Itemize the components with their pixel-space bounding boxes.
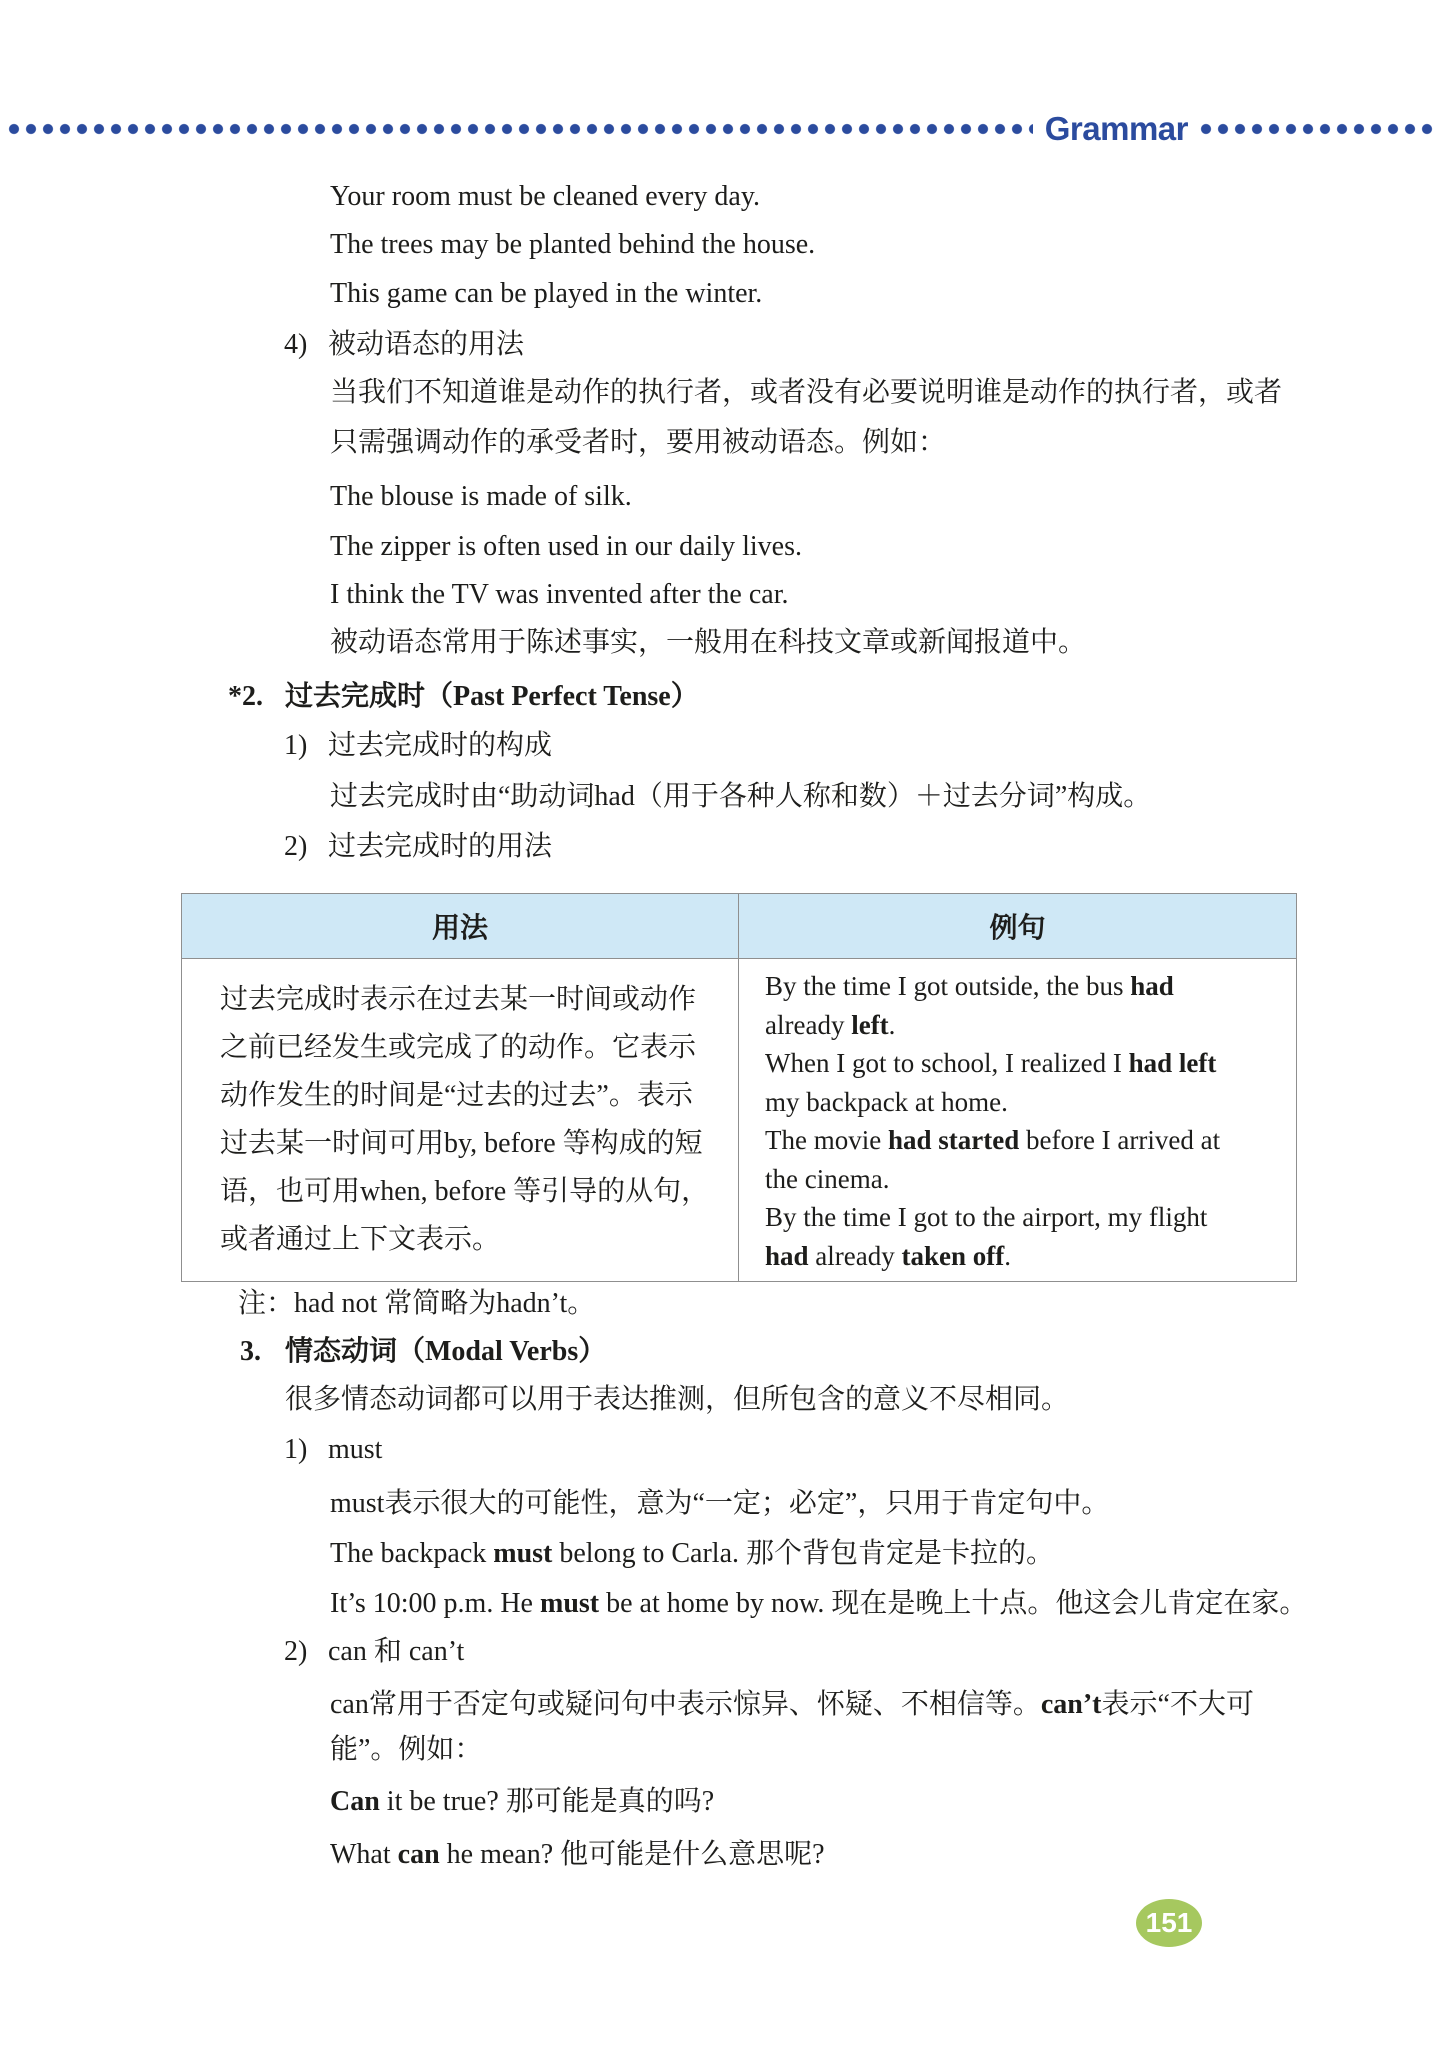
example-line bbox=[765, 1198, 1296, 1237]
item-number: 1) bbox=[284, 730, 308, 761]
example-line bbox=[765, 1237, 1296, 1276]
example-sentence: The blouse is made of silk. bbox=[330, 481, 632, 512]
item-title: must bbox=[328, 1434, 383, 1465]
note-line bbox=[238, 1281, 595, 1327]
text-part: already bbox=[808, 1240, 902, 1271]
item-title: can 和 can’t bbox=[328, 1636, 465, 1667]
paragraph-line: 当我们不知道谁是动作的执行者，或者没有必要说明谁是动作的执行者，或者 bbox=[330, 377, 1283, 408]
paragraph-line: 很多情态动词都可以用于表达推测，但所包含的意义不尽相同。 bbox=[285, 1384, 1070, 1415]
text-part: before I arrived at bbox=[1019, 1125, 1221, 1155]
text-part: 表示“不大可 bbox=[1101, 1689, 1254, 1720]
table-examples-cell bbox=[739, 959, 1297, 1282]
item-number: 2) bbox=[284, 831, 308, 862]
text-part: my backpack at home. bbox=[765, 1086, 1008, 1117]
text-part: By the time I got outside, the bus bbox=[765, 971, 1131, 1001]
text-part-bold: can bbox=[397, 1839, 440, 1870]
item-number: 4) bbox=[284, 329, 308, 360]
dotted-rule-left bbox=[6, 123, 1033, 135]
text-part-bold: had left bbox=[1128, 1048, 1217, 1078]
item-number: 2) bbox=[284, 1636, 308, 1667]
heading-number: *2. bbox=[228, 681, 263, 712]
text-part-bold: had started bbox=[887, 1125, 1020, 1155]
text-part-bold: had bbox=[1130, 971, 1174, 1001]
text-part-bold: taken off bbox=[901, 1240, 1005, 1271]
heading-title: 过去完成时（Past Perfect Tense） bbox=[285, 681, 699, 712]
example-sentence: Your room must be cleaned every day. bbox=[330, 181, 761, 212]
example-line bbox=[765, 1121, 1296, 1160]
heading-number: 3. bbox=[240, 1336, 261, 1367]
text-part: The backpack bbox=[330, 1538, 494, 1569]
example-sentence: The zipper is often used in our daily lives. bbox=[330, 531, 802, 562]
example-sentence: I think the TV was invented after the car. bbox=[330, 579, 789, 610]
section-title: Grammar bbox=[1044, 110, 1188, 147]
table-usage-cell bbox=[182, 959, 739, 1282]
text-part: can常用于否定句或疑问句中表示惊异、怀疑、不相信等。 bbox=[330, 1689, 1041, 1720]
text-part: be at home by now. 现在是晚上十点。他这会儿肯定在家。 bbox=[599, 1588, 1308, 1619]
paragraph-line: 只需强调动作的承受者时，要用被动语态。例如： bbox=[330, 427, 947, 458]
text-part: already bbox=[765, 1009, 852, 1040]
paragraph-line bbox=[330, 1682, 1254, 1728]
example-sentence bbox=[330, 1531, 1054, 1577]
item-title: 被动语态的用法 bbox=[328, 329, 525, 360]
paragraph-line: 过去完成时由“助动词had（用于各种人称和数）＋过去分词”构成。 bbox=[330, 781, 1152, 812]
numbered-item bbox=[284, 824, 552, 870]
text-part: belong to Carla. 那个背包肯定是卡拉的。 bbox=[552, 1538, 1054, 1569]
section-header bbox=[6, 110, 1434, 147]
page-number: 151 bbox=[1145, 1907, 1193, 1938]
text-part: What bbox=[330, 1839, 398, 1870]
usage-line: 动作发生的时间是“过去的过去”。表示 bbox=[220, 1080, 693, 1111]
text-part-bold: must bbox=[493, 1538, 553, 1569]
text-part-bold: left bbox=[851, 1009, 889, 1040]
text-part: it be true? 那可能是真的吗? bbox=[379, 1786, 715, 1817]
text-part: . bbox=[888, 1009, 896, 1040]
example-line bbox=[765, 1006, 1296, 1045]
text-part-bold: must bbox=[540, 1588, 600, 1619]
text-part: The movie bbox=[765, 1125, 888, 1155]
numbered-item bbox=[284, 1427, 382, 1473]
usage-line: 过去完成时表示在过去某一时间或动作 bbox=[220, 984, 697, 1015]
table-header-usage: 用法 bbox=[182, 894, 739, 959]
past-perfect-table bbox=[181, 893, 1297, 1282]
text-part-bold: Can bbox=[330, 1786, 380, 1817]
note-label: 注： bbox=[238, 1288, 295, 1319]
numbered-item bbox=[284, 1629, 464, 1675]
text-part: It’s 10:00 p.m. He bbox=[330, 1588, 540, 1619]
example-line bbox=[765, 1044, 1296, 1083]
numbered-item bbox=[284, 322, 524, 368]
text-part: the cinema. bbox=[765, 1163, 890, 1194]
note-text: had not 常简略为hadn’t。 bbox=[294, 1288, 596, 1319]
item-number: 1) bbox=[284, 1434, 308, 1465]
example-line bbox=[765, 1160, 1296, 1199]
usage-line: 语，也可用when, before 等引导的从句， bbox=[220, 1176, 710, 1207]
section-heading bbox=[240, 1329, 606, 1375]
item-title: 过去完成时的构成 bbox=[328, 730, 553, 761]
example-line bbox=[765, 1083, 1296, 1122]
text-part: he mean? 他可能是什么意思呢? bbox=[439, 1839, 825, 1870]
section-heading bbox=[228, 674, 699, 720]
table-header-examples: 例句 bbox=[739, 894, 1297, 959]
usage-line: 过去某一时间可用by, before 等构成的短 bbox=[220, 1128, 703, 1159]
example-sentence bbox=[330, 1832, 825, 1878]
page-number-badge bbox=[1136, 1899, 1202, 1947]
example-sentence: The trees may be planted behind the house. bbox=[330, 229, 816, 260]
example-sentence bbox=[330, 1779, 714, 1825]
example-sentence bbox=[330, 1581, 1307, 1627]
text-part-bold: had bbox=[765, 1240, 809, 1271]
table-body-row bbox=[182, 959, 1297, 1282]
text-part: . bbox=[1004, 1240, 1011, 1271]
table-header-row bbox=[182, 894, 1297, 959]
paragraph-line: must表示很大的可能性，意为“一定；必定”，只用于肯定句中。 bbox=[330, 1488, 1110, 1519]
text-part-bold: can’t bbox=[1040, 1689, 1102, 1720]
text-part: When I got to school, I realized I bbox=[765, 1048, 1129, 1078]
numbered-item bbox=[284, 723, 552, 769]
text-part: 能”。例如： bbox=[330, 1734, 483, 1765]
example-sentence: This game can be played in the winter. bbox=[330, 278, 763, 309]
text-part: By the time I got to the airport, my flight bbox=[765, 1202, 1208, 1232]
paragraph-line bbox=[330, 1727, 482, 1773]
paragraph-line: 被动语态常用于陈述事实，一般用在科技文章或新闻报道中。 bbox=[330, 627, 1087, 658]
usage-line: 或者通过上下文表示。 bbox=[220, 1224, 501, 1255]
example-line bbox=[765, 967, 1296, 1006]
dotted-rule-right bbox=[1198, 123, 1434, 135]
heading-title: 情态动词（Modal Verbs） bbox=[285, 1336, 607, 1367]
usage-line: 之前已经发生或完成了的动作。它表示 bbox=[220, 1032, 697, 1063]
item-title: 过去完成时的用法 bbox=[328, 831, 553, 862]
